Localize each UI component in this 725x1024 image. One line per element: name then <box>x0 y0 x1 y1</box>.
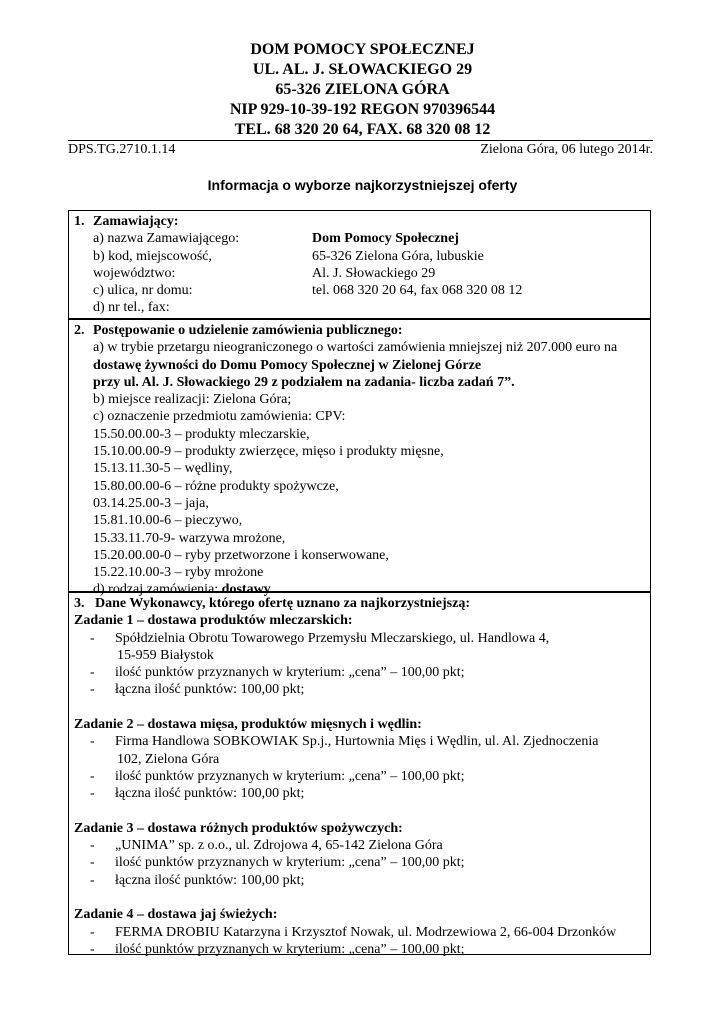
task-vendor: - „UNIMA” sp. z o.o., ul. Zdrojowa 4, 65-142 Zielona Góra <box>90 838 443 854</box>
cpv-item: 15.22.10.00-3 – ryby mrożone <box>93 565 264 581</box>
task-total: - łączna ilość punktów: 100,00 pkt; <box>90 682 305 698</box>
info-row <box>93 248 650 265</box>
task-vendor: - FERMA DROBIU Katarzyna i Krzysztof Nowak, ul. Modrzewiowa 2, 66-004 Drzonków <box>90 924 617 940</box>
header-divider <box>68 140 653 141</box>
institution-nip-regon: NIP 929-10-39-192 REGON 970396544 <box>229 101 496 118</box>
reference-number: DPS.TG.2710.1.14 <box>68 142 176 157</box>
info-row <box>93 230 650 247</box>
task-vendor-cont: 15-959 Białystok <box>117 647 214 663</box>
task-points: - ilość punktów przyznanych w kryterium: „cena” – 100,00 pkt; <box>90 665 465 681</box>
section-procurement <box>68 319 651 598</box>
section-heading: Postępowanie o udzielenie zamówienia publicznego: <box>93 323 403 338</box>
section-winning-contractor <box>68 592 651 955</box>
place-date: Zielona Góra, 06 lutego 2014r. <box>480 142 653 157</box>
task-total: - łączna ilość punktów: 100,00 pkt; <box>90 786 305 802</box>
cpv-item: 15.10.00.00-9 – produkty zwierzęce, mięso i produkty mięsne, <box>93 444 444 460</box>
document-title: Informacja o wyborze najkorzystniejszej oferty <box>207 177 518 193</box>
section-number: 2. <box>74 323 85 338</box>
info-label: a) nazwa Zamawiającego: <box>93 231 240 247</box>
institution-phone-fax: TEL. 68 320 20 64, FAX. 68 320 08 12 <box>234 121 491 138</box>
section-number: 3. <box>74 596 85 611</box>
institution-city: 65-326 ZIELONA GÓRA <box>275 81 450 98</box>
institution-street: UL. AL. J. SŁOWACKIEGO 29 <box>252 61 473 78</box>
task-vendor: - Firma Handlowa SOBKOWIAK Sp.j., Hurtownia Mięs i Wędlin, ul. Al. Zjednoczenia <box>90 734 599 750</box>
section-heading <box>74 595 650 612</box>
order-type-value: dostawy <box>221 582 271 598</box>
procedure-mode: a) w trybie przetargu nieograniczonego o wartości zamówienia mniejszej niż 207.000 euro na <box>93 340 618 356</box>
procedure-subject: dostawę żywności do Domu Pomocy Społecznej w Zielonej Górze <box>93 357 482 373</box>
info-row <box>93 265 650 282</box>
cpv-item: 03.14.25.00-3 – jaja, <box>93 495 209 511</box>
section-number: 1. <box>74 214 85 229</box>
info-row <box>93 299 650 316</box>
task-title: Zadanie 1 – dostawa produktów mleczarskich: <box>74 613 353 629</box>
cpv-item: 15.80.00.00-6 – różne produkty spożywcze, <box>93 478 339 494</box>
task-vendor: - Spółdzielnia Obrotu Towarowego Przemysłu Mleczarskiego, ul. Handlowa 4, <box>90 630 550 646</box>
institution-name: DOM POMOCY SPOŁECZNEJ <box>250 41 475 58</box>
order-type-label: d) rodzaj zamówienia: <box>93 582 222 598</box>
info-label: d) nr tel., fax: <box>93 300 170 316</box>
task-points: - ilość punktów przyznanych w kryterium: „cena” – 100,00 pkt; <box>90 855 465 871</box>
info-row <box>93 282 650 299</box>
info-value: 65-326 Zielona Góra, lubuskie <box>312 248 484 264</box>
info-label: b) kod, miejscowość, <box>93 248 212 264</box>
task-vendor-cont: 102, Zielona Góra <box>117 751 220 767</box>
info-label: województwo: <box>93 265 176 281</box>
place-of-execution: b) miejsce realizacji: Zielona Góra; <box>93 392 292 408</box>
cpv-heading: c) oznaczenie przedmiotu zamówienia: CPV: <box>93 409 346 425</box>
cpv-item: 15.81.10.00-6 – pieczywo, <box>93 513 243 529</box>
cpv-item: 15.20.00.00-0 – ryby przetworzone i konserwowane, <box>93 547 389 563</box>
info-value: Al. J. Słowackiego 29 <box>312 265 436 281</box>
section-contracting-authority <box>68 210 651 319</box>
info-value: tel. 068 320 20 64, fax 068 320 08 12 <box>312 283 523 299</box>
task-title: Zadanie 3 – dostawa różnych produktów spożywczych: <box>74 820 403 836</box>
task-title: Zadanie 4 – dostawa jaj świeżych: <box>74 907 278 923</box>
info-value: Dom Pomocy Społecznej <box>312 231 459 247</box>
cpv-item: 15.13.11.30-5 – wędliny, <box>93 461 233 477</box>
cpv-item: 15.50.00.00-3 – produkty mleczarskie, <box>93 426 310 442</box>
task-points: - ilość punktów przyznanych w kryterium: „cena” – 100,00 pkt; <box>90 941 465 957</box>
task-total: - łączna ilość punktów: 100,00 pkt; <box>90 872 305 888</box>
section-heading-text: Dane Wykonawcy, którego ofertę uznano za najkorzystniejszą: <box>95 596 470 611</box>
cpv-item: 15.33.11.70-9- warzywa mrożone, <box>93 530 286 546</box>
section-heading: Zamawiający: <box>93 214 179 229</box>
info-label: c) ulica, nr domu: <box>93 283 193 299</box>
task-title: Zadanie 2 – dostawa mięsa, produktów mięsnych i wędlin: <box>74 717 422 733</box>
letterhead <box>0 40 725 140</box>
procedure-subject-cont: przy ul. Al. J. Słowackiego 29 z podziałem na zadania- liczba zadań 7”. <box>93 374 515 390</box>
task-points: - ilość punktów przyznanych w kryterium: „cena” – 100,00 pkt; <box>90 768 465 784</box>
